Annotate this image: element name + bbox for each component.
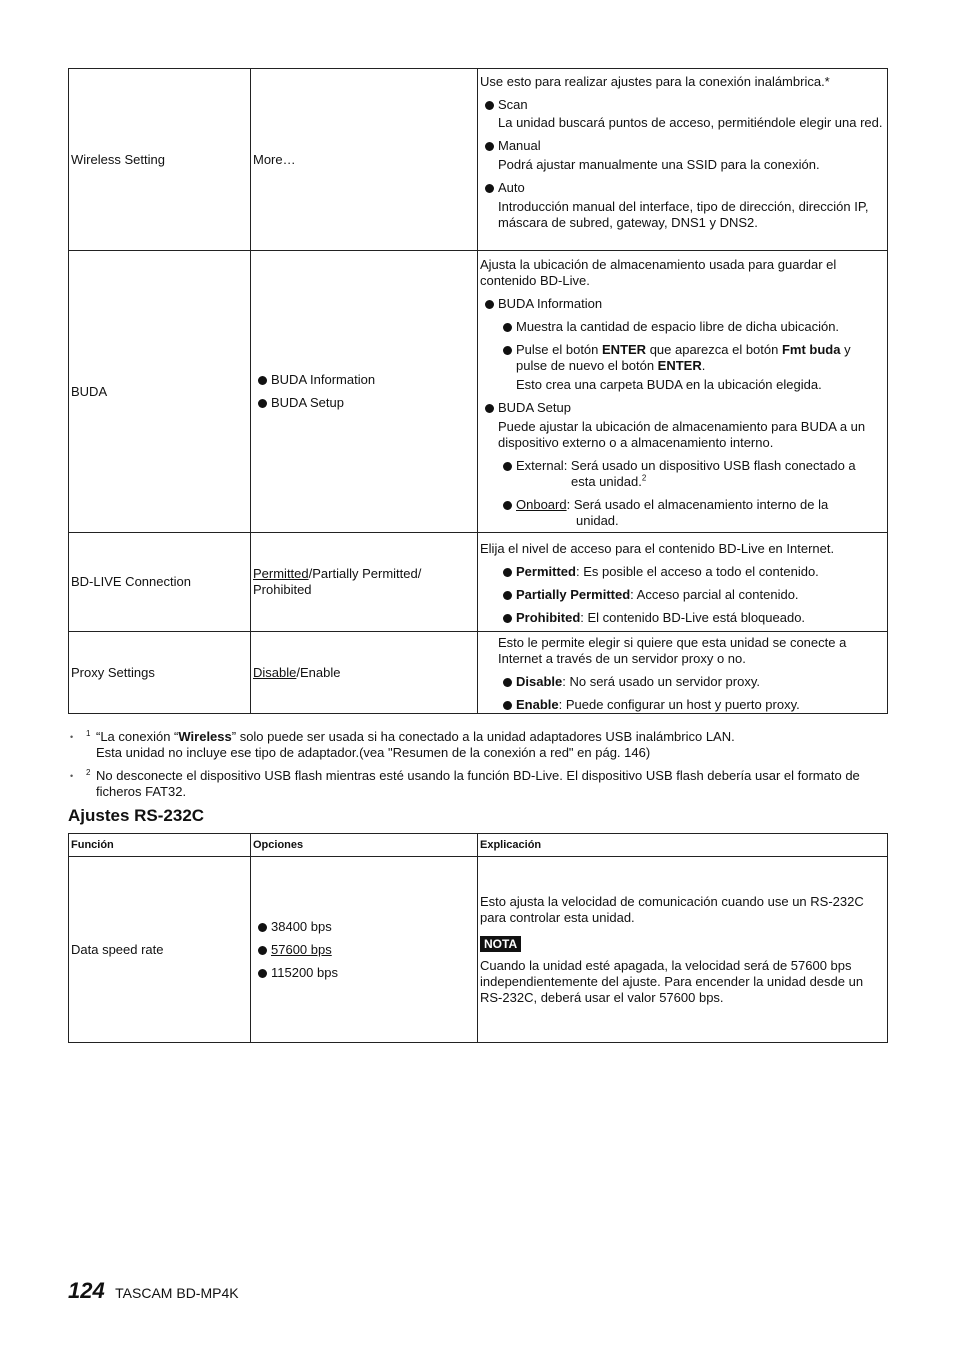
description-text: Puede ajustar la ubicación de almacenamiento para BUDA a un dispositivo externo o a almacenamiento interno. [498,419,866,450]
option-item: BUDA Information [253,372,475,388]
bullet-item: Scan [480,97,885,113]
option-item: 57600 bps [253,942,475,958]
sub-bullet-item: Pulse el botón ENTER que aparezca el botón Fmt buda y pulse de nuevo el botón ENTER. [480,342,885,374]
explanation-cell [478,857,888,1043]
sub-bullet-item: Prohibited: El contenido BD-Live está bloqueado. [480,610,885,626]
intro-text: Elija el nivel de acceso para el contenido BD-Live en Internet. [480,541,835,556]
footnote-2: • 2 No desconecte el dispositivo USB flash mientras esté usando la función BD-Live. El dispositivo USB flash debería usar el formato de ficheros FAT32. [70,768,890,800]
footnote-bullet: • [70,732,74,742]
bullet-item: Manual [480,138,885,154]
footnote-1: • 1 “La conexión “Wireless” solo puede ser usada si ha conectado a la unidad adaptadores USB inalámbrico LAN. Esta unidad no incluye ese tipo de adaptador.(vea "Resumen de la conexión a red" en pág. 146) [70,729,890,761]
footnote-bullet: • [70,771,74,781]
page-number: 124 [68,1278,105,1303]
footnote-number: 2 [86,768,91,777]
column-header: Función [69,834,251,857]
page-footer [68,1278,239,1304]
function-cell: Wireless Setting [69,69,251,251]
description-text: Introducción manual del interface, tipo de dirección, dirección IP, máscara de subred, gateway, DNS1 y DNS2. [498,199,869,230]
sub-bullet-item: Onboard: Será usado el almacenamiento interno de la unidad. [480,497,885,529]
settings-table [68,68,888,714]
sub-bullet-item: Partially Permitted: Acceso parcial al contenido. [480,587,885,603]
option-item: 38400 bps [253,919,475,935]
explanation-cell [478,251,888,533]
bullet-item: Auto [480,180,885,196]
function-cell: Proxy Settings [69,632,251,714]
table-row [69,632,888,714]
sub-bullet-item: Disable: No será usado un servidor proxy. [480,674,885,690]
table-row [69,533,888,632]
explanation-cell [478,533,888,632]
option-cell [251,857,478,1043]
section-title: Ajustes RS-232C [68,806,205,825]
table-row [69,69,888,251]
description-text: Podrá ajustar manualmente una SSID para la conexión. [498,157,820,172]
table-row [69,251,888,533]
nota-badge: NOTA [480,936,521,952]
bullet-item: BUDA Setup [480,400,885,416]
intro-text: Use esto para realizar ajustes para la conexión inalámbrica.* [480,74,830,89]
column-header: Explicación [478,834,888,857]
option-cell: Permitted/Partially Permitted/ Prohibited [251,533,478,632]
option-item: 115200 bps [253,965,475,981]
table-header-row [69,834,888,857]
bullet-item: BUDA Information [480,296,885,312]
table-row [69,857,888,1043]
sub-bullet-item: Permitted: Es posible el acceso a todo el contenido. [480,564,885,580]
intro-text: Ajusta la ubicación de almacenamiento usada para guardar el contenido BD-Live. [480,257,837,288]
description-text: Esto crea una carpeta BUDA en la ubicación elegida. [516,377,822,392]
option-cell [251,251,478,533]
explanation-cell [478,632,888,714]
function-cell: Data speed rate [69,857,251,1043]
explanation-text: Esto ajusta la velocidad de comunicación cuando use un RS-232C para controlar esta unidad. [480,893,864,925]
explanation-cell [478,69,888,251]
footnote-number: 1 [86,729,91,738]
sub-bullet-item: Muestra la cantidad de espacio libre de dicha ubicación. [480,319,885,335]
function-cell: BUDA [69,251,251,533]
option-cell: More… [251,69,478,251]
description-text: La unidad buscará puntos de acceso, permitiéndole elegir una red. [498,115,883,130]
rs232c-table [68,833,888,1043]
sub-bullet-item: Enable: Puede configurar un host y puerto proxy. [480,697,885,713]
option-cell: Disable/Enable [251,632,478,714]
option-item: BUDA Setup [253,395,475,411]
column-header: Opciones [251,834,478,857]
sub-bullet-item: External: Será usado un dispositivo USB flash conectado a esta unidad.$^2$ [480,458,885,490]
nota-text: Cuando la unidad esté apagada, la velocidad será de 57600 bps independientemente del ajuste. Para encender la unidad desde un RS-232C, deberá usar el valor 57600 bps. [480,957,864,1005]
function-cell: BD-LIVE Connection [69,533,251,632]
intro-text: Esto le permite elegir si quiere que esta unidad se conecte a Internet a través de un servidor proxy o no. [498,635,847,666]
product-name: TASCAM BD-MP4K [115,1285,239,1301]
